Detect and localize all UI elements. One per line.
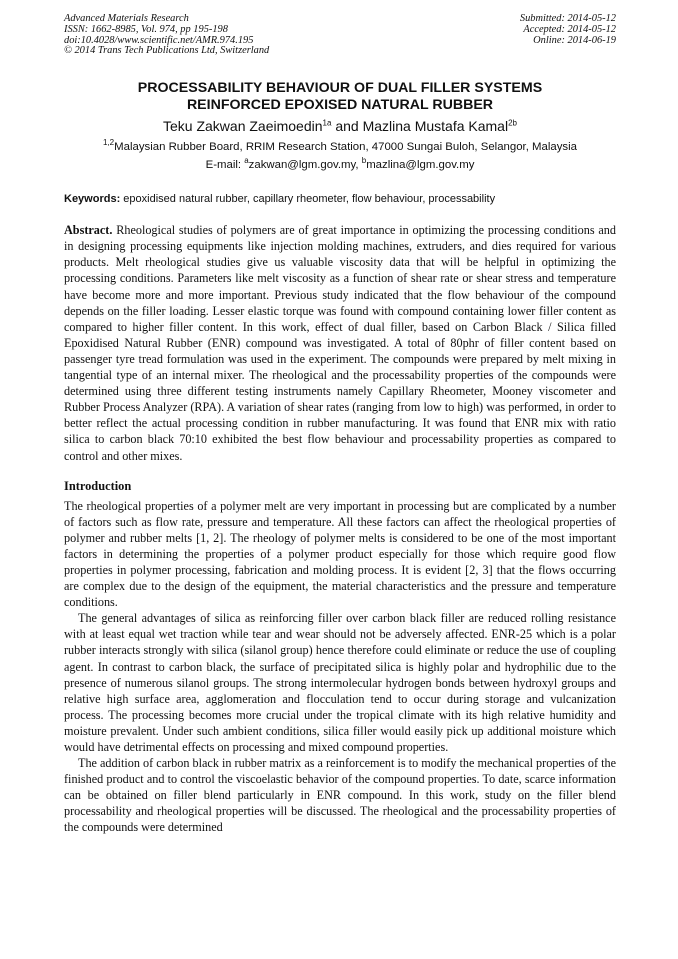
journal-header bbox=[64, 14, 616, 57]
email-mark-a: a bbox=[244, 156, 249, 166]
author-conjunction: and bbox=[331, 118, 363, 135]
keywords-label: Keywords: bbox=[64, 193, 121, 206]
email-address-a: zakwan@lgm.gov.my, bbox=[248, 159, 362, 172]
accepted-date: Accepted: 2014-05-12 bbox=[523, 23, 616, 35]
email-mark-b: b bbox=[361, 156, 367, 166]
title-line-1: PROCESSABILITY BEHAVIOUR OF DUAL FILLER SYSTEMS bbox=[137, 80, 543, 97]
journal-name: Advanced Materials Research bbox=[64, 13, 189, 24]
introduction-heading: Introduction bbox=[64, 478, 132, 493]
abstract bbox=[64, 222, 616, 463]
intro-paragraph-1: The rheological properties of a polymer melt are very important in processing but are complicated by a number of factors such as flow rate, pressure and temperature. All these factors can affect the rheological properties of polymer and rubber melts [1, 2]. The rheology of polymer melts is considered to be one of the most important factors in determining the properties of a polymer product especially for those which require good flow properties in polymer processing, fabrication and molding process. It is evident [2, 3] that the flows occurring are complex due to the design of the equipment, the material characteristics and the pressure and temperature conditions. bbox=[64, 498, 616, 610]
journal-info bbox=[64, 14, 269, 57]
title-line-2: REINFORCED EPOXISED NATURAL RUBBER bbox=[186, 97, 494, 114]
author-2-affiliation-mark: 2b bbox=[508, 118, 517, 128]
email-address-b: mazlina@lgm.gov.my bbox=[366, 159, 475, 172]
author-2: Mazlina Mustafa Kamal bbox=[362, 118, 509, 135]
journal-doi: doi:10.4028/www.scientific.net/AMR.974.195 bbox=[64, 34, 254, 46]
online-date: Online: 2014-06-19 bbox=[533, 34, 616, 46]
affiliation bbox=[64, 140, 616, 154]
journal-issn: ISSN: 1662-8985, Vol. 974, pp 195-198 bbox=[64, 23, 228, 35]
affiliation-text: Malaysian Rubber Board, RRIM Research Station, 47000 Sungai Buloh, Selangor, Malaysia bbox=[114, 141, 577, 154]
submitted-date: Submitted: 2014-05-12 bbox=[519, 13, 616, 24]
affiliation-mark: 1,2 bbox=[103, 138, 115, 148]
author-list bbox=[64, 118, 616, 135]
email-label: E-mail: bbox=[205, 159, 245, 172]
intro-paragraph-2: The general advantages of silica as reinforcing filler over carbon black filler are reduced rolling resistance with at least equal wet traction while tear and wear should not be adversely affected. ENR-25 which is a polar rubber interacts strongly with silica (silanol group) hence therefore could eliminate or reduce the use of coupling agent. In contrast to carbon black, the surface of precipitated silica is highly polar and hydrophilic due to the presence of numerous silanol groups. The strong intermolecular hydrogen bonds between hydroxyl groups and relative high surface area, agglomeration and flocculation tend to occur during storage and vulcanization process. The processing becomes more crucial under the tropical climate with its high relative humidity and moisture prevalent. Under such ambient conditions, silica filler would easily pick up additional moisture which would have detrimental effects on processing and mixed compound properties. bbox=[64, 611, 616, 754]
paper-page bbox=[64, 14, 616, 836]
email-line bbox=[64, 158, 616, 172]
keywords-text: epoxidised natural rubber, capillary rheometer, flow behaviour, processability bbox=[120, 193, 496, 206]
paper-title bbox=[64, 80, 616, 114]
journal-copyright: © 2014 Trans Tech Publications Ltd, Switzerland bbox=[64, 45, 270, 57]
keywords bbox=[64, 192, 616, 206]
author-1: Teku Zakwan Zaeimoedin bbox=[163, 118, 323, 135]
abstract-label: Abstract. bbox=[64, 223, 113, 238]
intro-paragraph-3: The addition of carbon black in rubber matrix as a reinforcement is to modify the mechanical properties of the finished product and to control the viscoelastic behavior of the compound properties. To date, scarce information can be obtained on filler blend particularly in ENR compound. In this work, study on the filler blend processability and rheological properties will be discussed. The rheological and the processability properties of the compounds were determined bbox=[64, 756, 616, 835]
abstract-text: Rheological studies of polymers are of great importance in optimizing the processing conditions and in designing processing equipments like injection molding machines, extruders, and dies required for various products. Melt rheological studies give us valuable viscosity data that will be helpful in optimizing the processing conditions. Parameters like melt viscosity as a function of shear rate or shear stress and temperature have become more and more important. Previous study indicated that the flow behaviour of the compound depends on the filler loading. Lesser elastic torque was found with compound containing lower filler content as compared to higher filler content. In this work, effect of dual filler, based on Carbon Black / Silica filled Epoxidised Natural Rubber (ENR) compound was investigated. A total of 80phr of filler content based on passenger tyre tread formulation was used in the experiment. The compounds were prepared by melt mixing in tangential type of an internal mixer. The rheological and the processability properties of the compounds were determined using three different testing instruments namely Capillary Rheometer, Mooney viscometer and Rubber Process Analyzer (RPA). A variation of shear rates (ranging from low to high) was performed, in order to better reflect the actual processing condition in rubber manufacturing. It was found that ENR mix with ratio silica to carbon black 70:10 exhibited the best flow behaviour and processability properties as compared to control and other mixes. bbox=[64, 223, 616, 463]
author-1-affiliation-mark: 1a bbox=[322, 118, 332, 128]
publication-dates bbox=[520, 14, 616, 57]
